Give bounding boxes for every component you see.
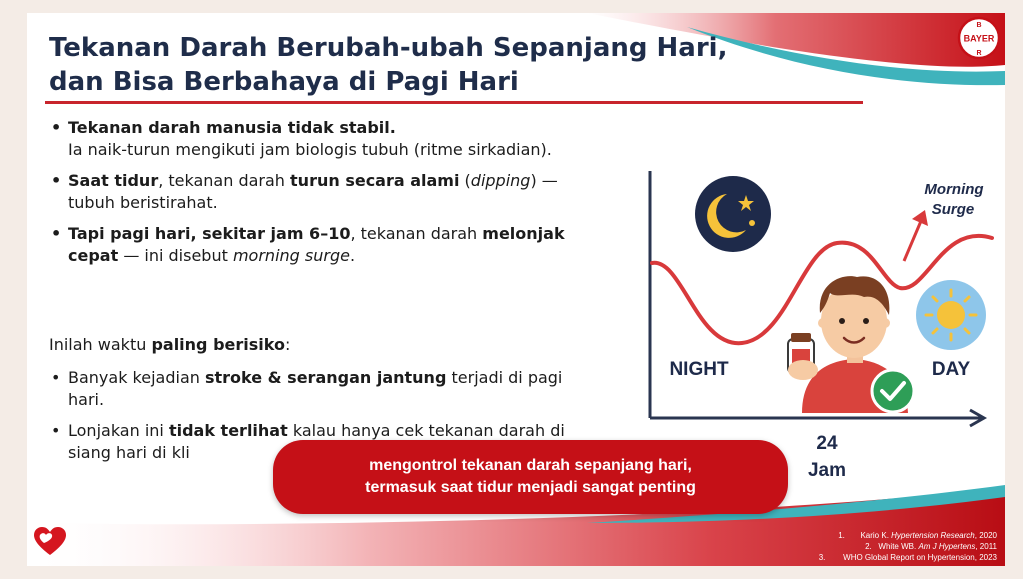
morning-surge-label-1: Morning — [924, 181, 984, 198]
risk-1-part-3: terjadi di pagi hari. — [68, 368, 563, 409]
x-axis-label-unit: Jam — [807, 460, 847, 481]
callout-line-1: mengontrol tekanan darah sepanjang hari, — [369, 457, 692, 474]
bullet-3-part-5: morning surge — [232, 246, 350, 265]
bullet-3-part-1: Tapi pagi hari, sekitar jam 6–10 — [68, 224, 351, 243]
x-axis-label-number: 24 — [816, 433, 838, 454]
reference-3 — [819, 552, 997, 563]
intro-text: Inilah waktu — [49, 335, 152, 354]
bullet-2-part-2: , tekanan darah — [158, 171, 291, 190]
reference-2-journal: Am J Hypertens — [918, 542, 976, 551]
moon-icon — [695, 176, 771, 252]
bullet-3-part-6: . — [349, 246, 356, 265]
reference-2-author: White WB. — [878, 542, 919, 551]
bullet-2-part-4: ( — [459, 171, 471, 190]
risk-2-part-3: kalau hanya cek tekanan darah di siang hari di kli — [68, 421, 565, 462]
sun-icon — [916, 280, 986, 350]
bullet-2-part-5: dipping — [470, 171, 531, 190]
reference-1-journal: Hypertension Research — [891, 531, 975, 540]
title-underline — [45, 101, 863, 104]
bullet-1-text: Ia naik-turun mengikuti jam biologis tubuh (ritme sirkadian). — [68, 140, 552, 159]
reference-1-year: , 2020 — [974, 531, 997, 540]
bullet-1-bold: Tekanan darah manusia tidak stabil. — [68, 118, 396, 137]
risk-2-part-1: Lonjakan ini — [68, 421, 169, 440]
references — [819, 530, 997, 563]
reference-2 — [819, 541, 997, 552]
bullet-3-part-4: — ini disebut — [118, 246, 233, 265]
night-label: NIGHT — [669, 359, 729, 380]
bullet-3-part-3: melonjak cepat — [68, 224, 565, 265]
reference-1-num: 1. — [838, 531, 845, 540]
title-line-2: dan Bisa Berbahaya di Pagi Hari — [49, 67, 519, 97]
reference-2-year: , 2011 — [975, 542, 997, 551]
check-icon — [872, 370, 914, 412]
reference-1-author: Kario K. — [860, 531, 892, 540]
reference-3-author: WHO Global Report on Hypertension, 2023 — [843, 553, 997, 562]
bullet-unstable — [49, 117, 589, 161]
bullet-2-part-6: ) — tubuh beristirahat. — [68, 171, 558, 212]
risk-1-part-2: stroke & serangan jantung — [204, 368, 447, 387]
bayer-logo-bottom: R — [976, 50, 982, 57]
bullet-2-part-3: turun secara alami — [290, 171, 460, 190]
risk-2-part-2: tidak terlihat — [168, 421, 288, 440]
bullet-morning — [49, 223, 589, 267]
key-points — [49, 117, 589, 276]
risk-bullet-stroke — [49, 367, 569, 411]
slide — [27, 13, 1005, 566]
bullet-3-part-2: , tekanan darah — [350, 224, 483, 243]
reference-3-num: 3. — [818, 553, 826, 562]
surge-arrow-line — [904, 221, 921, 261]
title-line-1: Tekanan Darah Berubah-ubah Sepanjang Hari, — [49, 33, 728, 63]
morning-surge-label-2: Surge — [931, 201, 975, 218]
key-message-callout — [273, 440, 788, 514]
bullet-2-part-1: Saat tidur — [68, 171, 159, 190]
risk-intro — [49, 334, 290, 356]
risk-1-part-1: Banyak kejadian — [68, 368, 205, 387]
page-title — [49, 31, 727, 99]
day-label: DAY — [931, 359, 971, 380]
heart-logo-icon — [33, 527, 67, 557]
intro-bold: paling berisiko — [151, 335, 285, 354]
bayer-logo-top: B — [976, 22, 982, 29]
callout-line-2: termasuk saat tidur menjadi sangat penting — [365, 479, 696, 496]
reference-2-num: 2. — [865, 542, 872, 551]
bayer-logo-horizontal: BAYER — [963, 33, 995, 44]
intro-end: : — [284, 335, 291, 354]
bullet-sleep — [49, 170, 589, 214]
bayer-logo — [957, 16, 1001, 60]
reference-1 — [819, 530, 997, 541]
